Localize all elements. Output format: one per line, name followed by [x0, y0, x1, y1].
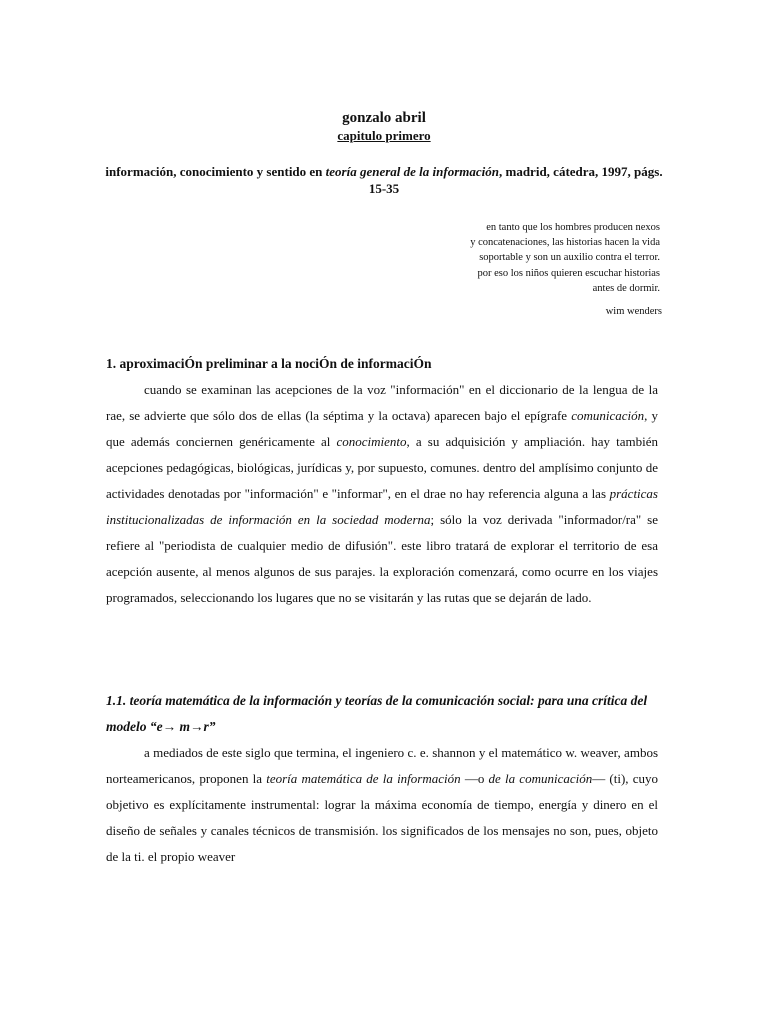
paragraph-text: —o	[460, 771, 489, 786]
paragraph-emphasis: teoría matemática de la información	[266, 771, 461, 786]
section-heading: 1. aproximaciÓn preliminar a la nociÓn de informaciÓn	[106, 356, 432, 371]
citation-part-2: , madrid, cátedra, 1997, págs. 15-35	[368, 164, 663, 196]
paragraph-text: cuando se examinan las acepciones de la voz "información" en el diccionario de la lengua de la rae, se advierte que sólo dos de ellas (la séptima y la octava) aparecen bajo el epígrafe	[106, 382, 658, 423]
paragraph-emphasis: de la comunicación	[488, 771, 593, 786]
chapter-title: capitulo primero	[337, 128, 431, 143]
epigraph-line: y concatenaciones, las historias hacen la vida	[470, 237, 660, 249]
epigraph-line: antes de dormir.	[592, 282, 660, 294]
body-paragraph	[106, 740, 658, 870]
paragraph-emphasis: comunicación	[571, 408, 645, 423]
paragraph-text: , y que además conciernen genéricamente al	[106, 408, 658, 449]
author-name: gonzalo abril	[342, 110, 426, 126]
paragraph-text: ; sólo la voz derivada "informador/ra" se refiere al "periodista de cualquier medio de difusión". este libro tratará de explorar el territorio de esa acepción ausente, al menos algunos de sus parajes. la exploración comenzará, como ocurre en los viajes programados, seleccionando los lugares que no se visitarán y las rutas que se dejarán de lado.	[106, 512, 658, 605]
epigraph-line: en tanto que los hombres producen nexos	[486, 222, 660, 233]
paragraph-emphasis: prácticas institucionalizadas de información en la sociedad moderna	[106, 486, 658, 527]
paragraph-text: — (ti), cuyo objetivo es explícitamente instrumental: lograr la máxima economía de tiempo, energía y dinero en el diseño de señales y canales técnicos de transmisión. los significados de los mensajes no son, pues, objeto de la ti. el propio weaver	[106, 771, 659, 864]
epigraph-author: wim wenders	[605, 306, 662, 317]
body-paragraph	[106, 377, 658, 611]
paragraph-text: , a su adquisición y ampliación. hay también acepciones pedagógicas, biológicas, jurídicas y, por supuesto, comunes. dentro del amplísimo conjunto de actividades denotadas por "información" e "informar", en el drae no hay referencia alguna a las	[106, 434, 658, 501]
citation-book-title: teoría general de la información	[325, 164, 499, 179]
citation-part-1: información, conocimiento y sentido en	[105, 164, 326, 179]
epigraph	[360, 220, 660, 296]
paragraph-text: a mediados de este siglo que termina, el ingeniero c. e. shannon y el matemático w. weaver, ambos norteamericanos, proponen la	[106, 745, 658, 786]
source-citation	[105, 163, 663, 197]
subsection-heading: 1.1. teoría matemática de la información y teorías de la comunicación social: para una crítica del modelo “e→ m→r”	[106, 693, 648, 734]
epigraph-line: soportable y son un auxilio contra el terror.	[479, 252, 660, 264]
paragraph-emphasis: conocimiento	[336, 434, 407, 449]
epigraph-line: por eso los niños quieren escuchar historias	[477, 267, 660, 279]
